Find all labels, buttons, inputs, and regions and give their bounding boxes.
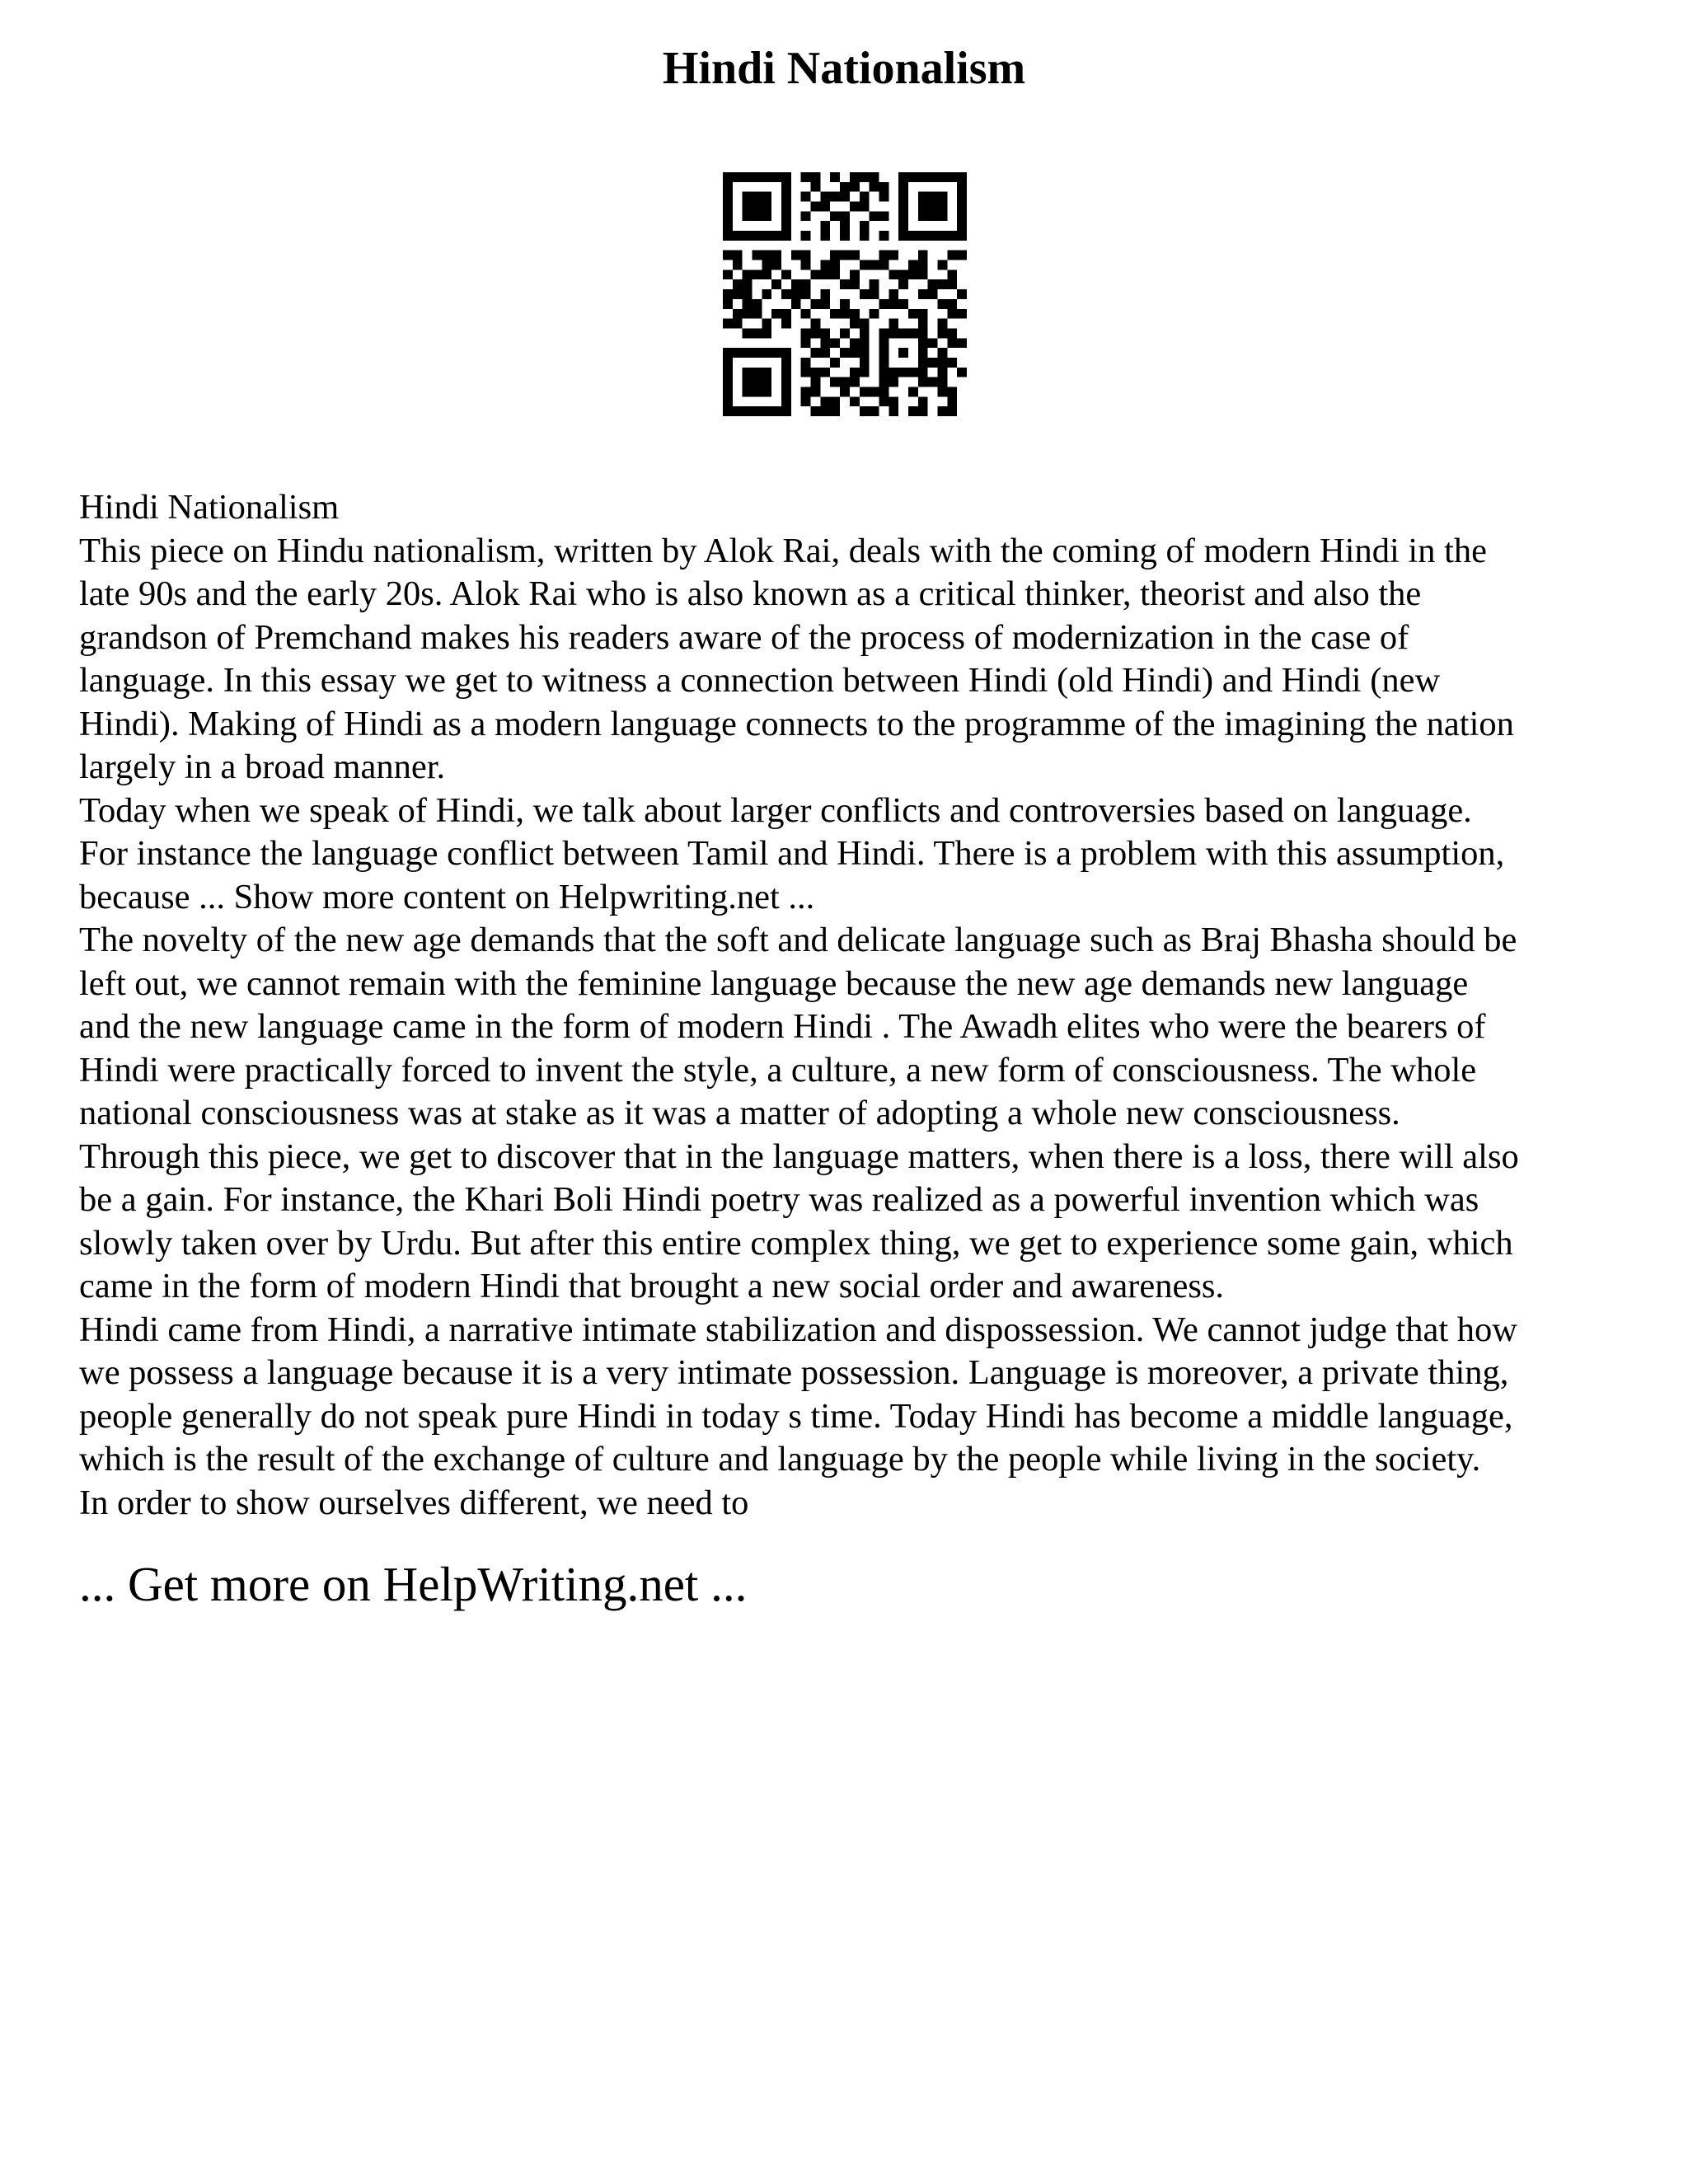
text-line: Hindi). Making of Hindi as a modern language connects to the programme of the imagining the nation — [79, 704, 1514, 743]
document-title: Hindi Nationalism — [662, 43, 1026, 94]
get-more-link[interactable]: ... Get more on HelpWriting.net ... — [79, 1557, 748, 1611]
text-line: we possess a language because it is a very intimate possession. Language is moreover, a private thing, — [79, 1353, 1509, 1392]
article-body — [79, 486, 1629, 1525]
text-line: slowly taken over by Urdu. But after this entire complex thing, we get to experience some gain, which — [79, 1223, 1513, 1263]
text-line: left out, we cannot remain with the feminine language because the new age demands new language — [79, 963, 1469, 1003]
text-line: people generally do not speak pure Hindi in today s time. Today Hindi has become a middle language, — [79, 1396, 1513, 1436]
text-line: and the new language came in the form of modern Hindi . The Awadh elites who were the bearers of — [79, 1007, 1486, 1046]
text-line: grandson of Premchand makes his readers aware of the process of modernization in the case of — [79, 617, 1409, 657]
text-line: Hindi came from Hindi, a narrative intimate stabilization and dispossession. We cannot judge that how — [79, 1310, 1517, 1349]
text-line: The novelty of the new age demands that the soft and delicate language such as Braj Bhasha should be — [79, 921, 1517, 959]
text-line: Today when we speak of Hindi, we talk about larger conflicts and controversies based on language. — [79, 790, 1472, 830]
article-heading: Hindi Nationalism — [79, 488, 340, 527]
text-line: came in the form of modern Hindi that brought a new social order and awareness. — [79, 1267, 1225, 1305]
text-line: In order to show ourselves different, we need to — [79, 1483, 749, 1522]
text-line: be a gain. For instance, the Khari Boli Hindi poetry was realized as a powerful invention which was — [79, 1180, 1479, 1219]
text-line: Through this piece, we get to discover that in the language matters, when there is a loss, there will also — [79, 1137, 1519, 1176]
show-more-line[interactable]: because ... Show more content on Helpwriting.net ... — [79, 877, 815, 916]
text-line: national consciousness was at stake as it was a matter of adopting a whole new consciousness. — [79, 1094, 1400, 1132]
qr-code-icon — [723, 172, 967, 416]
text-line: For instance the language conflict between Tamil and Hindi. There is a problem with this assumption, — [79, 834, 1505, 873]
text-line: which is the result of the exchange of culture and language by the people while living in the society. — [79, 1440, 1481, 1479]
text-line: This piece on Hindu nationalism, written by Alok Rai, deals with the coming of modern Hindi in the — [79, 531, 1487, 570]
text-line: late 90s and the early 20s. Alok Rai who is also known as a critical thinker, theorist and also the — [79, 574, 1422, 613]
text-line: Hindi were practically forced to invent the style, a culture, a new form of consciousness. The whole — [79, 1050, 1477, 1090]
text-line: largely in a broad manner. — [79, 748, 446, 786]
text-line: language. In this essay we get to witness a connection between Hindi (old Hindi) and Hindi (new — [79, 661, 1441, 700]
